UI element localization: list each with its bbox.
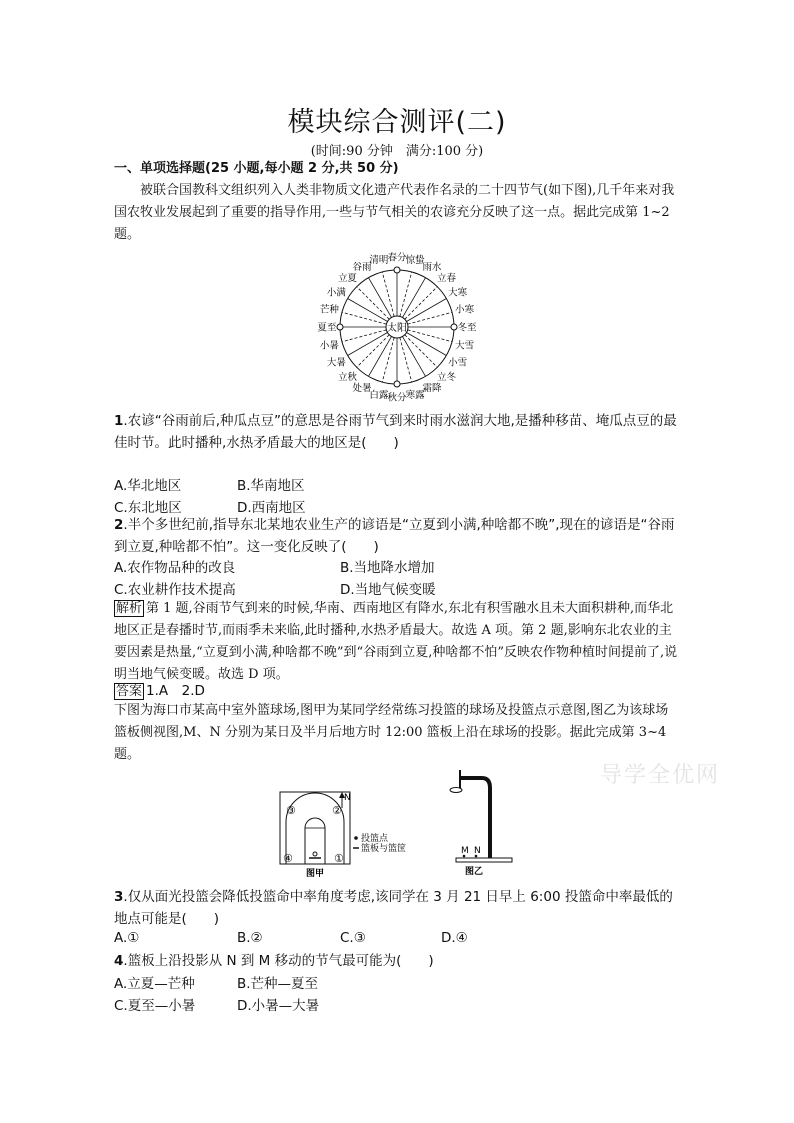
section-1: [114, 158, 680, 246]
spoke: [405, 335, 438, 368]
q1-option-d[interactable]: D.西南地区: [237, 500, 306, 516]
analysis-label: 解析: [116, 601, 143, 616]
page-title: 模块综合测评(二): [287, 107, 507, 138]
intro-questions-3-4: 下图为海口市某高中室外篮球场,图甲为某同学经常练习投篮的球场及投篮点示意图,图乙为该球场篮板侧视图,M、N 分别为某日及半月后地方时 12:00 篮板上沿在球场的投影。据此完成第 3~4 题。: [114, 703, 669, 762]
solar-term-label: 立夏: [337, 273, 358, 284]
spoke: [400, 338, 412, 382]
orbit-marker: [337, 324, 343, 330]
spoke: [407, 299, 447, 322]
spoke: [400, 272, 412, 316]
answer-label: 答案: [116, 684, 143, 699]
spoke: [408, 330, 452, 342]
spoke: [348, 299, 388, 322]
label-n: N: [474, 846, 481, 856]
q3-option-b[interactable]: B.②: [237, 930, 263, 946]
q2-stem: .半个多世纪前,指导东北某地农业生产的谚语是“立夏到小满,种啥都不晚”,现在的谚语是“谷雨到立夏,种啥都不怕”。这一变化反映了( ): [114, 517, 675, 555]
north-label: N: [344, 793, 351, 803]
solar-term-label: 小满: [326, 287, 346, 299]
q2-option-c[interactable]: C.农业耕作技术提高: [114, 582, 236, 598]
solar-term-label: 立春: [436, 273, 457, 284]
spoke: [357, 335, 390, 368]
spoke: [369, 278, 392, 318]
ground-base: [456, 858, 512, 862]
analysis-block: [114, 598, 680, 686]
figure-yi-caption: 图乙: [464, 867, 484, 877]
q3-number: 3: [114, 889, 124, 905]
q2-option-a[interactable]: A.农作物品种的改良: [114, 560, 236, 576]
sun-label: 太阳: [387, 323, 407, 334]
analysis-text: 第 1 题,谷雨节气到来的时候,华南、西南地区有降水,东北有积雪融水且未大面积耕种,而华北地区正是春播时节,而雨季未来临,此时播种,水热矛盾最大。故选 A 项。第 2 题,影响东北农业的主要因素是热量,“立夏到小满,种啥都不晚”到“谷雨到立夏,种啥都不怕”反映农作物种植时间提前了,说明当地气候变暖。故选 D 项。: [114, 601, 678, 682]
solar-term-label: 立冬: [436, 372, 457, 383]
solar-term-label: 霜降: [422, 383, 442, 395]
spoke: [369, 337, 392, 377]
q2-option-b[interactable]: B.当地降水增加: [340, 560, 435, 576]
spoke: [342, 330, 386, 342]
section-heading: 一、单项选择题(25 小题,每小题 2 分,共 50 分): [114, 161, 399, 176]
spoke: [403, 337, 426, 377]
legend-point-icon: [354, 836, 358, 840]
q1-option-a[interactable]: A.华北地区: [114, 478, 182, 494]
spoke: [342, 312, 386, 324]
q2-number: 2: [114, 517, 124, 533]
orbit-marker: [394, 267, 400, 273]
q4-option-b[interactable]: B.芒种—夏至: [237, 976, 319, 992]
solar-term-label: 芒种: [319, 304, 339, 316]
spoke: [357, 287, 390, 320]
q1-stem: .农谚“谷雨前后,种瓜点豆”的意思是谷雨节气到来时雨水滋润大地,是播种移苗、埯瓜点豆的最佳时节。此时播种,水热矛盾最大的地区是( ): [114, 413, 677, 451]
q1-option-c[interactable]: C.东北地区: [114, 500, 182, 516]
hoop: [313, 852, 317, 856]
solar-term-label: 小暑: [319, 340, 339, 352]
figure-jia-caption: 图甲: [305, 869, 325, 879]
hoop-side: [450, 788, 462, 793]
solar-term-label: 秋分: [387, 392, 407, 404]
point-3: ③: [286, 804, 296, 817]
orbit-marker: [451, 324, 457, 330]
question-3: [114, 886, 680, 930]
spoke: [382, 338, 394, 382]
spoke: [405, 287, 438, 320]
point-2: ②: [332, 804, 342, 817]
spoke: [407, 333, 447, 356]
q3-stem: .仅从面光投篮会降低投篮命中率角度考虑,该同学在 3 月 21 日早上 6:00 投篮命中率最低的地点可能是( ): [114, 889, 673, 927]
q4-option-c[interactable]: C.夏至—小暑: [114, 998, 196, 1014]
label-m: M: [461, 846, 469, 856]
q3-option-c[interactable]: C.③: [340, 930, 366, 946]
solar-term-label: 谷雨: [352, 261, 372, 273]
q2-option-d[interactable]: D.当地气候变暖: [340, 582, 436, 598]
q1-number: 1: [114, 413, 124, 429]
point-1: ①: [334, 852, 344, 865]
solar-term-label: 冬至: [457, 322, 477, 334]
q4-option-d[interactable]: D.小暑—大暑: [237, 998, 320, 1014]
solar-term-label: 大寒: [448, 287, 468, 299]
solar-term-label: 立秋: [337, 372, 358, 383]
solar-term-label: 寒露: [405, 390, 425, 402]
solar-term-label: 清明: [369, 254, 389, 266]
q4-option-a[interactable]: A.立夏—芒种: [114, 976, 195, 992]
q3-option-a[interactable]: A.①: [114, 930, 140, 946]
solar-term-label: 白露: [369, 390, 389, 402]
solar-term-label: 小寒: [455, 304, 475, 316]
answer-text: 1.A 2.D: [146, 683, 205, 699]
solar-term-label: 春分: [387, 252, 407, 264]
page-subtitle: (时间:90 分钟 满分:100 分): [310, 144, 484, 159]
question-4: [114, 950, 680, 972]
solar-term-label: 大雪: [455, 340, 475, 352]
q4-number: 4: [114, 953, 124, 969]
spoke: [382, 272, 394, 316]
q3-option-d[interactable]: D.④: [441, 930, 468, 946]
solar-terms-diagram: [300, 252, 500, 404]
solar-term-label: 大暑: [326, 357, 346, 369]
q1-option-b[interactable]: B.华南地区: [237, 478, 305, 494]
point-4: ④: [283, 852, 293, 865]
question-1: [114, 410, 680, 454]
watermark: 导学全优网: [600, 763, 721, 788]
orbit-marker: [394, 381, 400, 387]
spoke: [408, 312, 452, 324]
solar-term-label: 雨水: [422, 261, 442, 273]
solar-term-label: 夏至: [317, 322, 337, 334]
q4-stem: .篮板上沿投影从 N 到 M 移动的节气最可能为( ): [123, 953, 434, 969]
section-intro: 被联合国教科文组织列入人类非物质文化遗产代表作名录的二十四节气(如下图),几千年来对我国农牧业发展起到了重要的指导作用,一些与节气相关的农谚充分反映了这一点。据此完成第 1~2 题。: [114, 183, 675, 242]
solar-term-label: 小雪: [448, 357, 468, 369]
legend-board-text: 篮板与篮筐: [361, 844, 407, 854]
spoke: [403, 278, 426, 318]
solar-term-label: 惊蛰: [405, 254, 425, 266]
legend-point-text: 投篮点: [361, 834, 389, 844]
question-2: [114, 514, 680, 558]
solar-term-label: 处暑: [352, 383, 372, 395]
figure-yi: [434, 766, 524, 878]
spoke: [348, 333, 388, 356]
figure-jia: [272, 788, 422, 880]
key-area: [305, 818, 325, 864]
